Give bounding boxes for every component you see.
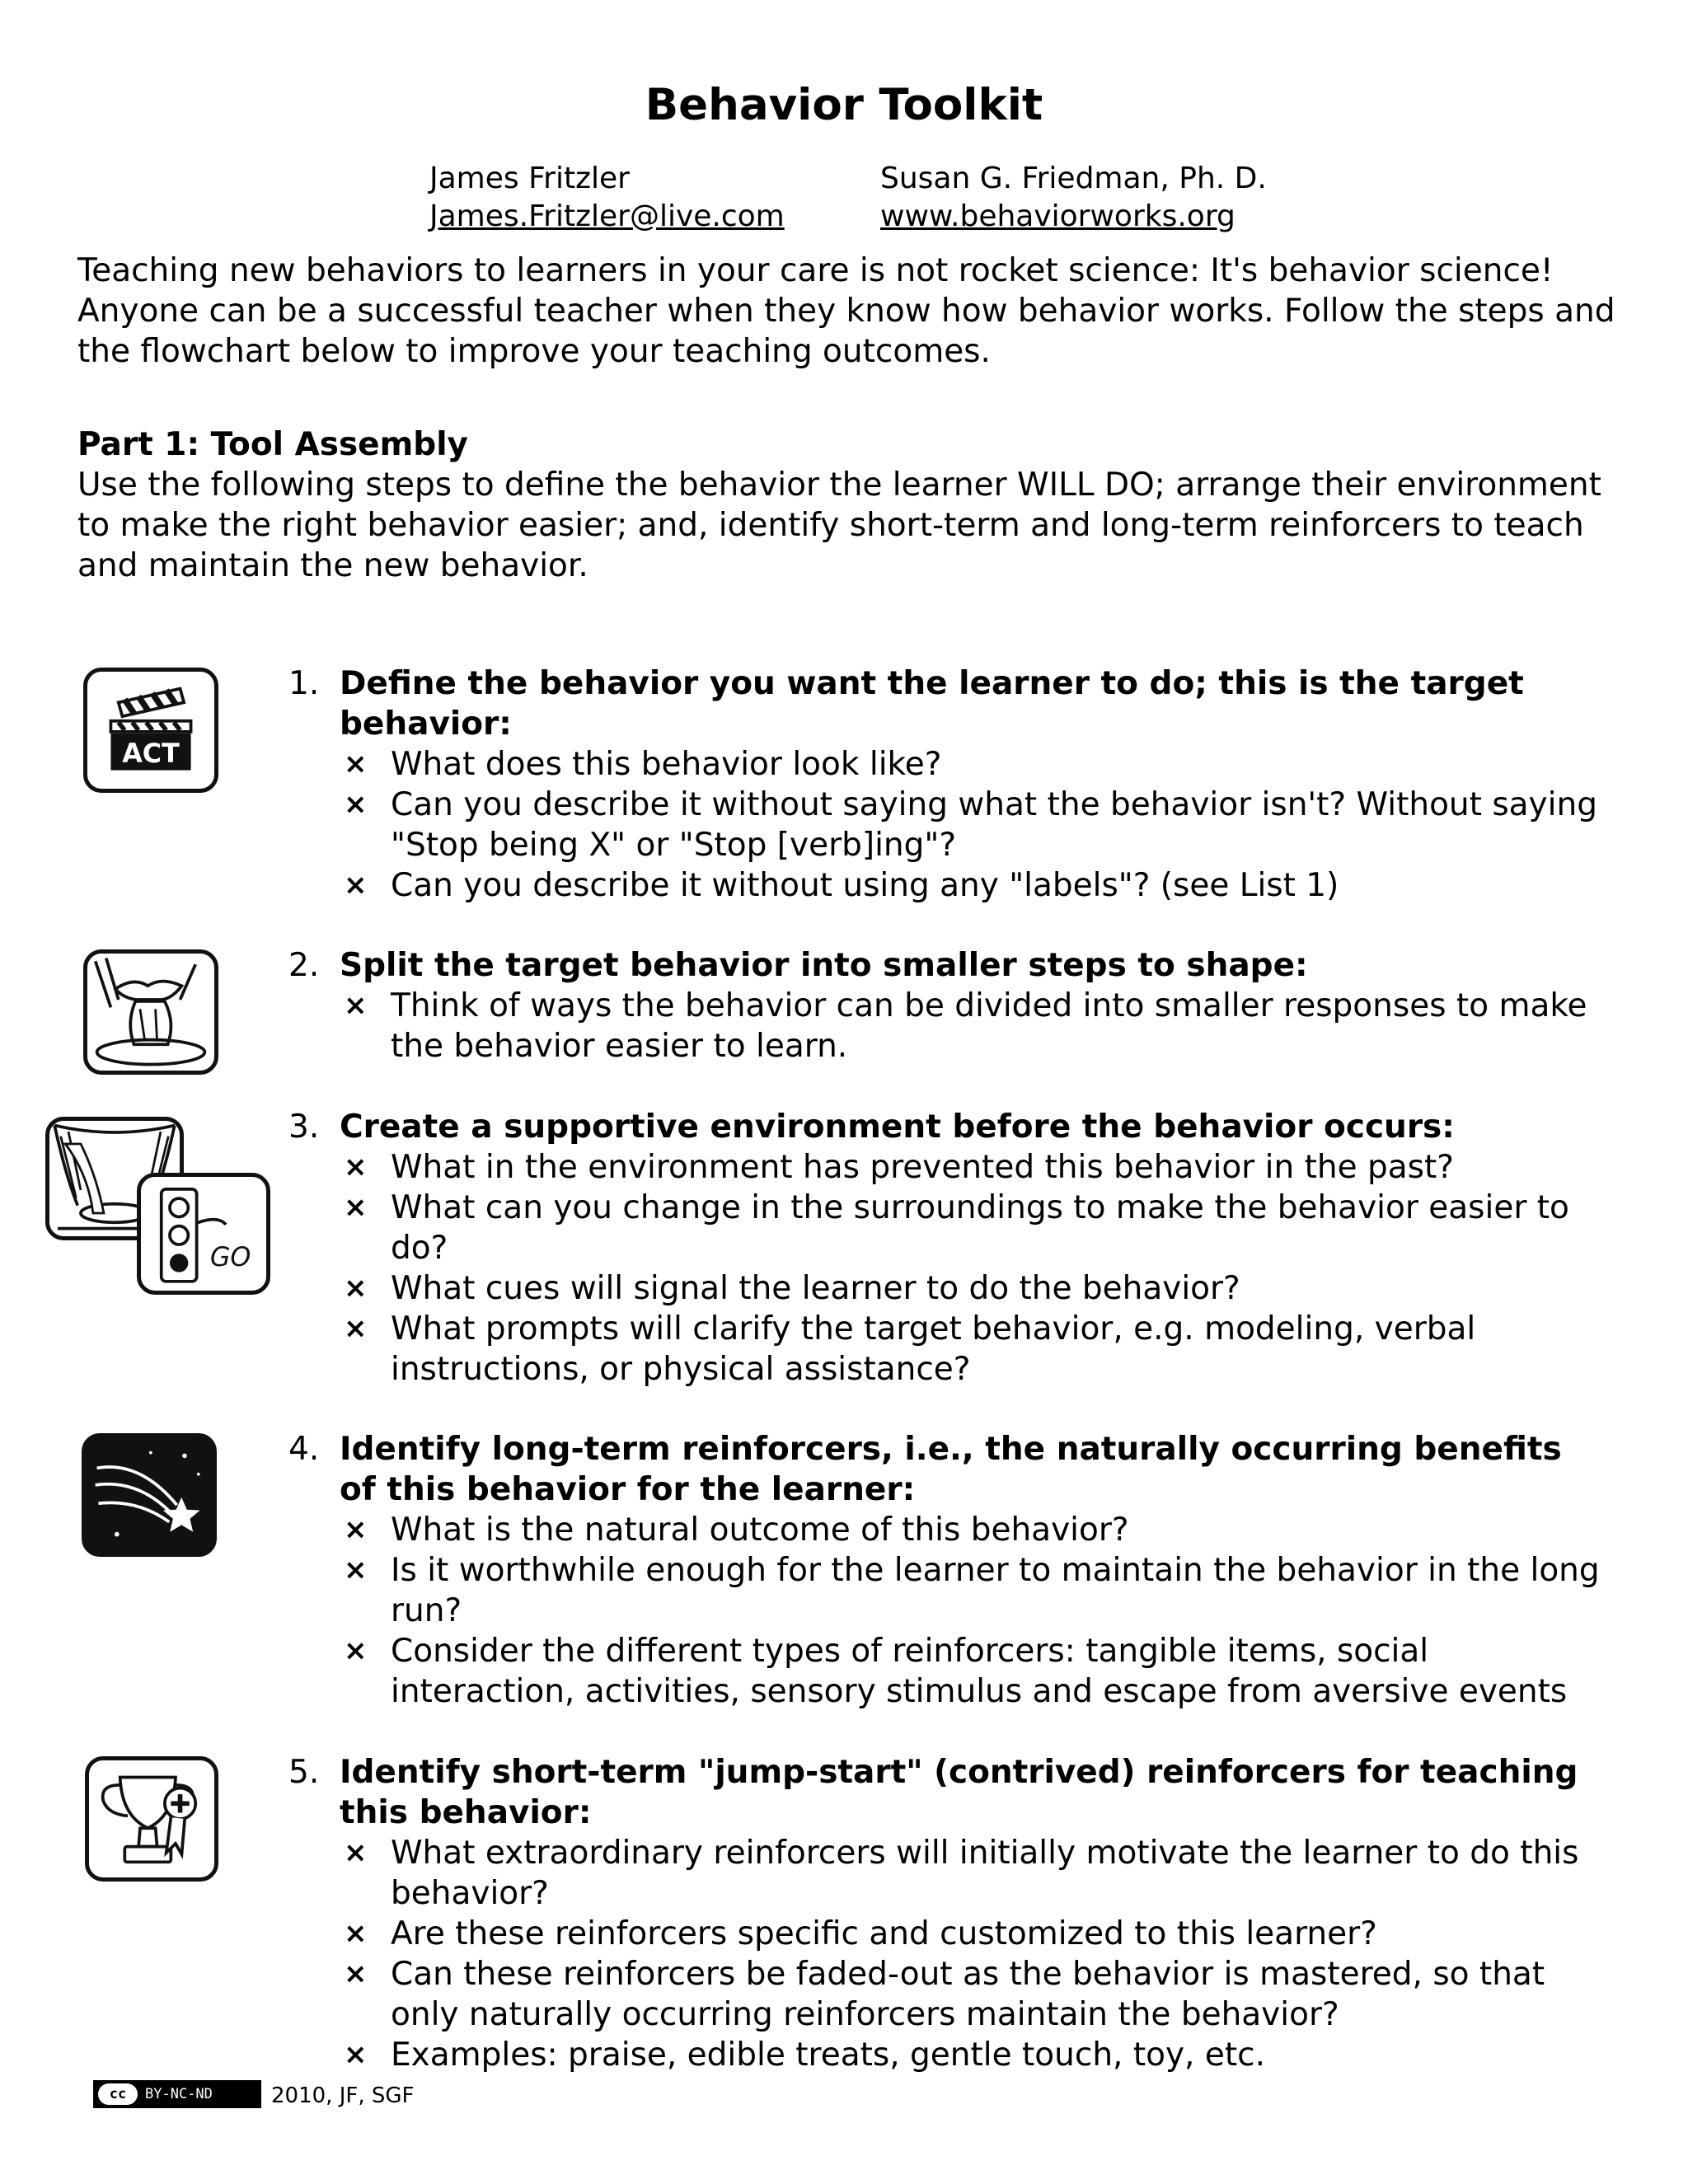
bullet-item: × What in the environment has prevented this behavior in the past?	[288, 1147, 1607, 1188]
bullet-item: × What extraordinary reinforcers will initially motivate the learner to do this behavior?	[288, 1833, 1607, 1914]
step-title: Identify short-term "jump-start" (contrived) reinforcers for teaching this behavior:	[340, 1754, 1578, 1831]
bullet-item: × Are these reinforcers specific and customized to this learner?	[288, 1914, 1607, 1954]
step-number: 4.	[288, 1431, 320, 1468]
bullet-item: × Examples: praise, edible treats, gentle touch, toy, etc.	[288, 2035, 1607, 2075]
bullet-item: × What does this behavior look like?	[288, 744, 1607, 785]
author-email-link[interactable]: James.Fritzler@live.com	[429, 199, 785, 233]
creative-commons-badge[interactable]	[93, 2080, 261, 2108]
bullet-item: × Consider the different types of reinforcers: tangible items, social interaction, activities, sensory stimulus and escape from aversive events	[288, 1631, 1607, 1712]
bullet-item: × What is the natural outcome of this behavior?	[288, 1510, 1607, 1550]
author-website-link[interactable]: www.behaviorworks.org	[880, 199, 1236, 233]
cc-icon: cc	[98, 2083, 138, 2105]
step-number: 2.	[288, 947, 320, 984]
bullet-item: × Can you describe it without using any "labels"? (see List 1)	[288, 865, 1607, 906]
clapperboard-icon	[83, 668, 218, 793]
bullet-item: × What can you change in the surroundings to make the behavior easier to do?	[288, 1188, 1607, 1268]
bullet-item: × What cues will signal the learner to do the behavior?	[288, 1268, 1607, 1309]
step-5	[288, 1752, 1607, 2075]
step-1	[288, 663, 1607, 906]
shooting-star-icon	[82, 1433, 217, 1557]
bullet-item: × What prompts will clarify the target behavior, e.g. modeling, verbal instructions, or physical assistance?	[288, 1309, 1607, 1390]
document-title: Behavior Toolkit	[645, 80, 1043, 130]
part1-heading: Part 1: Tool Assembly	[77, 426, 468, 463]
step-title: Identify long-term reinforcers, i.e., the naturally occurring benefits of this behavior for the learner:	[340, 1431, 1562, 1508]
step-number: 1.	[288, 665, 320, 702]
step-title: Define the behavior you want the learner to do; this is the target behavior:	[340, 665, 1524, 743]
part1-description: Use the following steps to define the behavior the learner WILL DO; arrange their environment to make the right behavior easier; and, identify short-term and long-term reinforcers to teach and maintain the new behavior.	[77, 466, 1601, 584]
svg-text:GO: GO	[209, 1243, 251, 1273]
bullet-item: × Think of ways the behavior can be divided into smaller responses to make the behavior easier to learn.	[288, 986, 1607, 1066]
author-name: James Fritzler	[429, 162, 630, 195]
step-number: 5.	[288, 1754, 320, 1791]
svg-text:ACT: ACT	[122, 739, 180, 770]
bullet-item: × Can you describe it without saying what the behavior isn't? Without saying "Stop being X" or "Stop [verb]ing"?	[288, 785, 1607, 865]
intro-paragraph: Teaching new behaviors to learners in your care is not rocket science: It's behavior science! Anyone can be a successful teacher when they know how behavior works. Follow the steps and the flowchart below to improve your teaching outcomes.	[77, 252, 1615, 370]
bullet-item: × Is it worthwhile enough for the learner to maintain the behavior in the long run?	[288, 1550, 1607, 1631]
copyright-text: 2010, JF, SGF	[271, 2083, 415, 2108]
step-2	[288, 945, 1607, 1066]
pottery-wheel-icon	[83, 949, 218, 1075]
step-4	[288, 1429, 1607, 1712]
step-number: 3.	[288, 1108, 320, 1146]
author-fritzler	[429, 160, 785, 236]
step-3	[288, 1107, 1607, 1390]
author-name: Susan G. Friedman, Ph. D.	[880, 162, 1267, 195]
author-friedman	[880, 160, 1267, 236]
bullet-item: × Can these reinforcers be faded-out as the behavior is mastered, so that only naturally occurring reinforcers maintain the behavior?	[288, 1954, 1607, 2035]
license-terms: BY-NC-ND	[145, 2086, 213, 2102]
step-title: Create a supportive environment before the behavior occurs:	[340, 1108, 1455, 1146]
traffic-light-icon	[137, 1173, 270, 1295]
step-title: Split the target behavior into smaller steps to shape:	[340, 947, 1308, 984]
trophy-icon	[85, 1756, 218, 1882]
